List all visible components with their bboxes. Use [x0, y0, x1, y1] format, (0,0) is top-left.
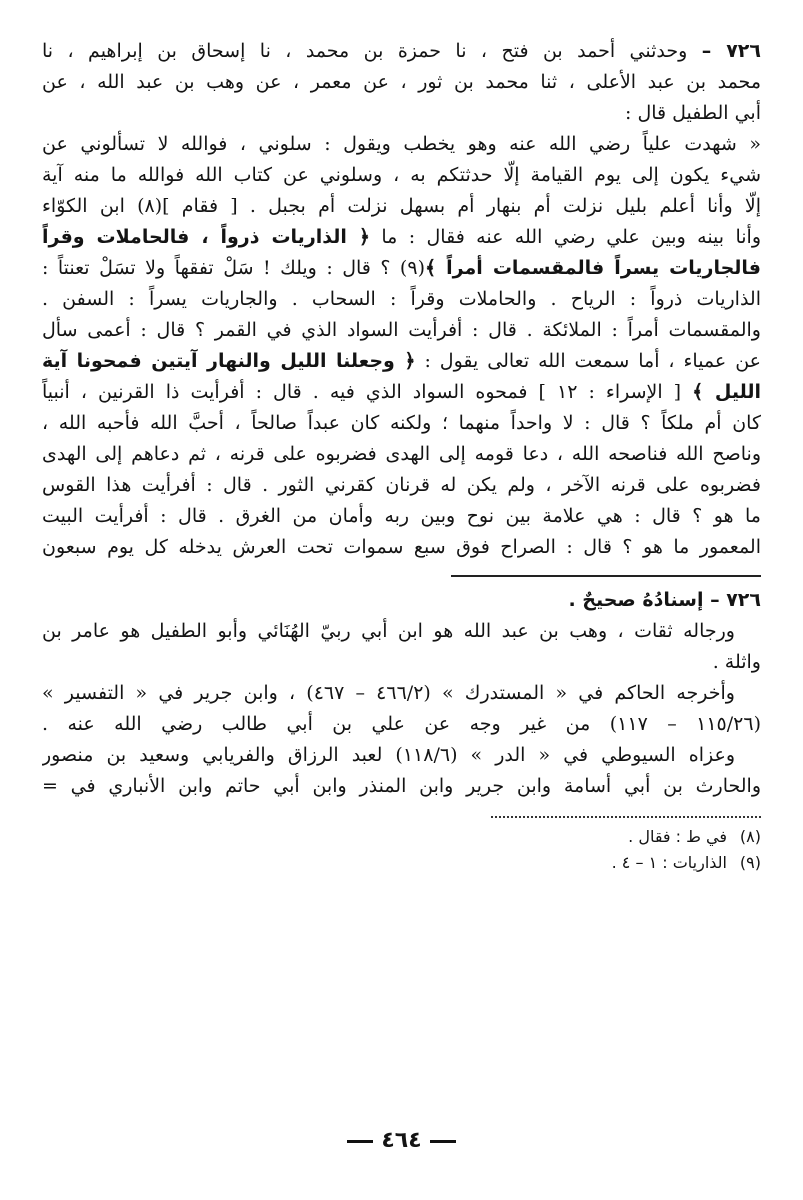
hadith-line: فضربوه على قرنه الآخر ، ولم يكن له قرنان كقرني الثور . قال : أفرأيت هذا القوس [42, 474, 761, 496]
quran-verse: الليل ﴾ [692, 381, 761, 403]
hadith-line: محمد بن عبد الأعلى ، ثنا محمد بن ثور ، عن معمر ، عن وهب بن عبد الله ، عن [42, 71, 761, 93]
section-divider [451, 575, 761, 577]
hadith-line: ما هو ؟ قال : هي علامة بين نوح وبين ربه وأمان من الغرق . قال : أفرأيت البيت [42, 505, 761, 527]
hadith-line: شيء يكون إلى يوم القيامة إلّا حدثتكم به ، وسلوني عن كتاب الله فوالله ما منه آية [42, 164, 761, 186]
commentary-line: وعزاه السيوطي في « الدر » (١١٨/٦) لعبد الرزاق والفريابي وسعيد بن منصور [42, 744, 735, 766]
hadith-line: وأنا بينه وبين علي رضي الله عنه فقال : ما ﴿ الذاريات ذرواً ، فالحاملات وقراً [42, 226, 761, 248]
hadith-line: وناصح الله فناصحه الله ، دعا قومه إلى الهدى فضربوه على قرنه ، ثم دعاهم إلى الهدى [42, 443, 761, 465]
commentary-line: وأخرجه الحاكم في « المستدرك » (٤٦٦/٢ – ٤٦٧) ، وابن جرير في « التفسير » [42, 682, 735, 704]
dash-right [347, 1140, 373, 1143]
hadith-line: « شهدت علياً رضي الله عنه وهو يخطب ويقول : سلوني ، فوالله لا تسألوني عن [42, 133, 761, 155]
hadith-block [42, 36, 761, 563]
commentary-line: والحارث بن أبي أسامة وابن جرير وابن المنذر وابن أبي حاتم وابن الأنباري في = [42, 775, 761, 797]
commentary-line: (١١٥/٢٦ – ١١٧) من غير وجه عن علي بن أبي طالب رضي الله عنه . [42, 713, 761, 735]
hadith-line: فالجاريات يسراً فالمقسمات أمراً ﴾(٩) ؟ قال : ويلك ! سَلْ تفقهاً ولا تسَلْ تعنتاً : [42, 257, 761, 279]
hadith-line: ٧٢٦ – وحدثني أحمد بن فتح ، نا حمزة بن محمد ، نا إسحاق بن إبراهيم ، نا [42, 40, 761, 62]
footnote-number: (٩) [739, 853, 761, 872]
quran-verse: فالجاريات يسراً فالمقسمات أمراً ﴾ [424, 257, 761, 279]
commentary-block [42, 585, 761, 802]
commentary-heading: ٧٢٦ – إسنادُهُ صحيحٌ . [568, 589, 761, 611]
hadith-line: المعمور ما هو ؟ قال : الصراح فوق سبع سموات تحت العرش يدخله كل يوم سبعون [42, 536, 761, 558]
hadith-line: الليل ﴾ [ الإسراء : ١٢ ] فمحوه السواد الذي فيه . قال : أفرأيت ذا القرنين ، أنبياً [42, 381, 761, 403]
footnote-divider [491, 816, 761, 818]
quran-verse: ﴿ الذاريات ذرواً ، فالحاملات وقراً [42, 226, 370, 248]
footnotes [42, 824, 761, 876]
commentary-line: ورجاله ثقات ، وهب بن عبد الله هو ابن أبي ربيّ الهُنَائي وأبو الطفيل هو عامر بن [42, 620, 735, 642]
footnote-text: الذاريات : ١ – ٤ . [611, 853, 727, 872]
footnote-number: (٨) [739, 827, 761, 846]
hadith-number: ٧٢٦ – [701, 40, 761, 62]
footnote [42, 850, 761, 876]
hadith-line: إلّا وأنا أعلم بليل نزلت أم بنهار أم بسهل نزلت أم بجبل . [ فقام ](٨) ابن الكوّاء [42, 195, 761, 217]
footnote [42, 824, 761, 850]
hadith-line: والمقسمات أمراً : الملائكة . قال : أفرأيت السواد الذي في القمر ؟ قال : أعمى سأل [42, 319, 761, 341]
book-page [42, 36, 761, 1200]
footnote-text: في ط : فقال . [628, 827, 727, 846]
dash-left [430, 1140, 456, 1143]
hadith-line: كان أم ملكاً ؟ قال : لا واحداً منهما ؛ ولكنه كان عبداً صالحاً ، أحبَّ الله فأحبه الله ، [42, 412, 761, 434]
quran-verse: ﴿ وجعلنا الليل والنهار آيتين فمحونا آية [42, 350, 416, 372]
commentary-line: واثلة . [712, 651, 761, 673]
hadith-line: الذاريات ذرواً : الرياح . والحاملات وقراً : السحاب . والجاريات يسراً : السفن . [42, 288, 761, 310]
page-number: ٤٦٤ [0, 1128, 803, 1153]
hadith-line: أبي الطفيل قال : [625, 102, 761, 124]
hadith-line: عن عمياء ، أما سمعت الله تعالى يقول : ﴿ وجعلنا الليل والنهار آيتين فمحونا آية [42, 350, 761, 372]
